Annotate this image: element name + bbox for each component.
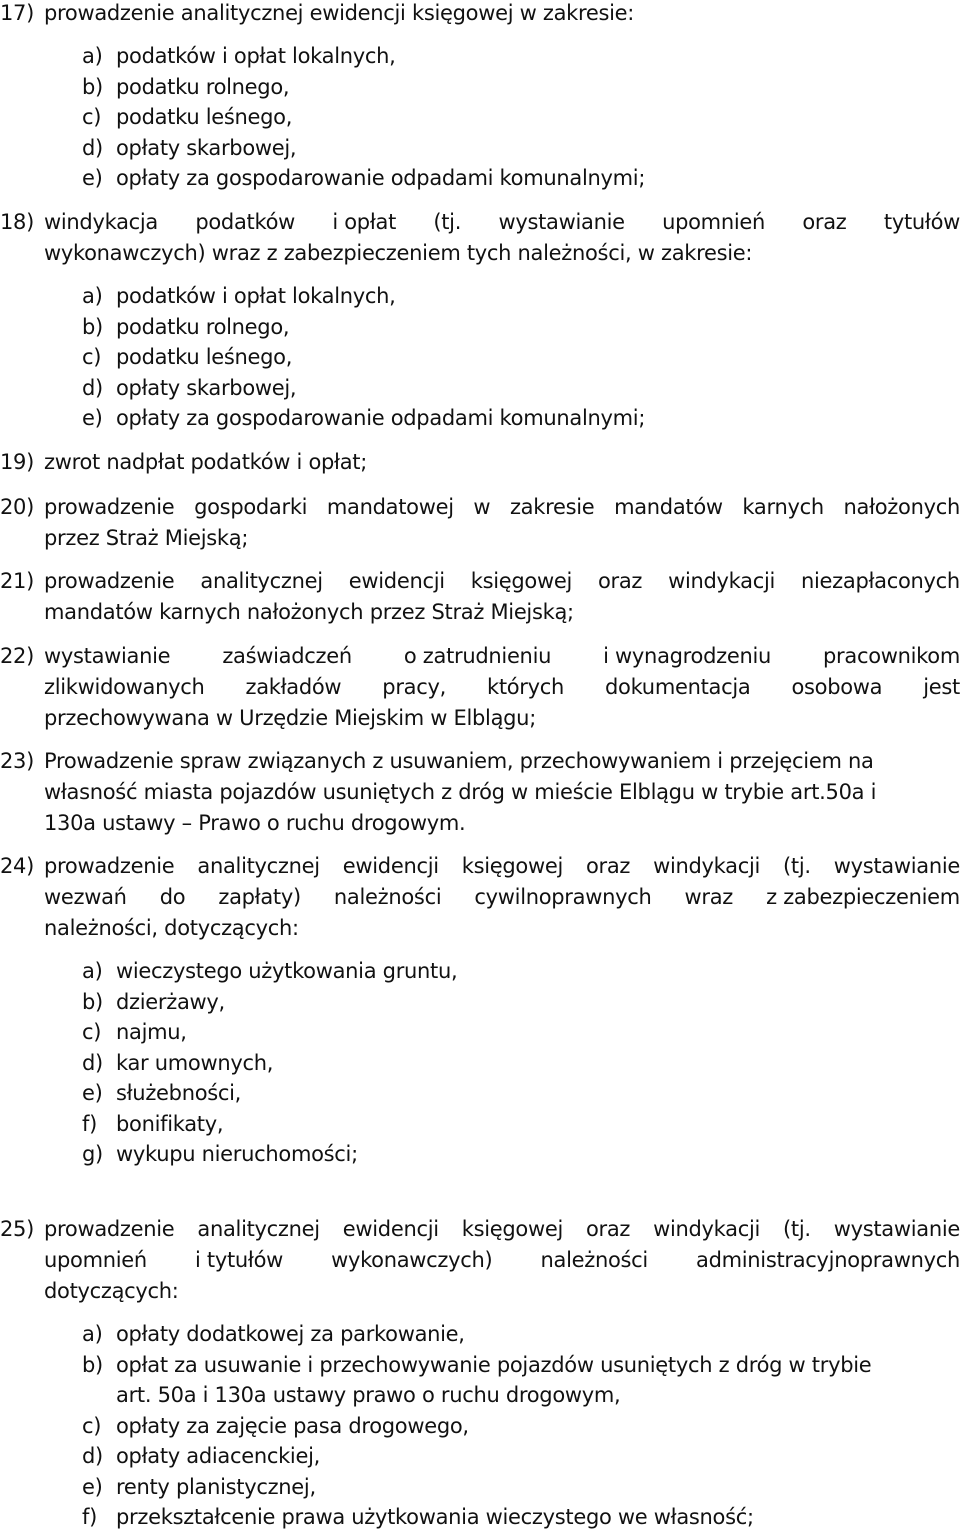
item-24-line-1-word: ewidencji [342,854,439,878]
item-22-line-2-word: jest [923,675,960,699]
item-20-line-1-word: mandatów [614,495,723,519]
item-25-line-1-word: windykacji [653,1217,761,1241]
sublist-text: opłaty skarbowej, [116,135,297,160]
item-25-line-1-word: wystawianie [833,1217,960,1241]
item-24-line-1-word: analitycznej [197,854,320,878]
sublist-text: opłaty za gospodarowanie odpadami komunalnymi; [116,166,646,190]
item-25-line-1-word: księgowej [461,1217,563,1241]
item-21-line-1 [44,566,960,596]
sublist-label: b) [82,989,103,1014]
item-22-line-1-word: o zatrudnieniu [403,644,552,668]
item-23-number: 23) [0,749,35,773]
item-18-line-1-word: windykacja [44,210,158,234]
item-22-number: 22) [0,644,35,668]
item-18-number: 18) [0,210,35,234]
item-19-number: 19) [0,450,35,474]
item-22-line-3: przechowywana w Urzędzie Miejskim w Elblągu; [44,706,536,730]
item-23-line-2: własność miasta pojazdów usuniętych z dróg w mieście Elblągu w trybie art.50a i [44,780,877,804]
item-24-line-2-word: wezwań [44,885,127,909]
item-17-text: prowadzenie analitycznej ewidencji księgowej w zakresie: [44,1,635,25]
item-20-line-1-word: zakresie [509,495,595,519]
item-24-line-1-word: prowadzenie [44,854,175,878]
item-20-number: 20) [0,495,35,519]
sublist-text: opłat za usuwanie i przechowywanie pojazdów usuniętych z dróg w trybie [116,1352,872,1377]
sublist-text: podatku leśnego, [116,345,293,369]
item-18-line-1-word: wystawianie [498,210,625,234]
item-25-line-1 [44,1214,960,1244]
sublist-text: opłaty adiacenckiej, [116,1444,321,1468]
item-22-line-2-word: których [486,675,565,699]
item-21-line-1-word: prowadzenie [44,569,175,593]
sublist-label: f) [82,1505,97,1529]
item-18-line-2: wykonawczych) wraz z zabezpieczeniem tych należności, w zakresie: [44,241,753,265]
item-25-line-1-word: (tj. [783,1217,811,1241]
sublist-label: f) [82,1111,97,1136]
item-20-line-2: przez Straż Miejską; [44,526,249,550]
sublist-text: podatku leśnego, [116,105,293,129]
item-24-line-1-word: wystawianie [833,854,960,878]
sublist-label: d) [82,135,103,160]
sublist-text: najmu, [116,1020,187,1044]
item-24-line-2-word: należności [333,885,442,909]
sublist-text: kar umownych, [116,1050,274,1075]
item-20-line-1-word: gospodarki [194,495,308,519]
item-24-line-3: należności, dotyczących: [44,916,299,940]
item-21-number: 21) [0,569,35,593]
item-24-line-1 [44,851,960,881]
sublist-label: e) [82,166,103,190]
sublist-label: g) [82,1142,103,1166]
item-21-line-2: mandatów karnych nałożonych przez Straż Miejską; [44,600,574,624]
item-25-line-2-word: upomnień [44,1248,147,1272]
item-21-line-1-word: księgowej [470,569,572,593]
item-24-line-2-word: do [159,885,186,909]
sublist-label: d) [82,1444,103,1468]
item-25-line-3: dotyczących: [44,1279,179,1303]
item-18-line-1-word: (tj. [433,210,462,234]
sublist-label: a) [82,959,103,983]
item-24-line-2-word: zapłaty) [218,885,301,909]
item-25-line-2 [44,1245,960,1275]
item-25-line-2-word: wykonawczych) [331,1248,493,1272]
item-25-line-1-word: analitycznej [197,1217,320,1241]
item-25-number: 25) [0,1217,35,1241]
item-25-line-1-word: ewidencji [342,1217,439,1241]
sublist-label: a) [82,44,103,68]
sublist-label: e) [82,1081,103,1105]
item-21-line-1-word: niezapłaconych [801,569,960,593]
sublist-text: wykupu nieruchomości; [116,1142,358,1166]
item-22-line-1-word: wystawianie [44,644,171,668]
sublist-text: podatków i opłat lokalnych, [116,284,396,308]
sublist-label: e) [82,406,103,430]
item-21-line-1-word: oraz [597,569,643,593]
item-24-number: 24) [0,854,35,878]
sublist-label: c) [82,1413,102,1438]
sublist-label: b) [82,74,103,99]
sublist-label: c) [82,105,102,129]
sublist-label: a) [82,1322,103,1346]
sublist-text: służebności, [116,1081,242,1105]
item-18-line-1 [44,207,960,237]
item-21-line-1-word: analitycznej [200,569,323,593]
sublist-text: podatku rolnego, [116,74,290,99]
sublist-label: c) [82,345,102,369]
item-24-line-2-word: z zabezpieczeniem [766,885,960,909]
item-18-line-1-word: upomnień [662,210,766,234]
item-23-line-3: 130a ustawy – Prawo o ruchu drogowym. [44,811,466,835]
sublist-text: renty planistycznej, [116,1474,316,1499]
item-20-line-1-word: nałożonych [843,495,960,519]
sublist-label: b) [82,314,103,339]
sublist-label: a) [82,284,103,308]
sublist-label: c) [82,1020,102,1044]
item-18-line-1-word: podatków [195,210,295,234]
item-24-line-2-word: cywilnoprawnych [474,885,652,909]
item-20-line-1-word: mandatowej [326,495,454,519]
sublist-label: b) [82,1352,103,1377]
item-25-line-2-word: i tytułów [194,1248,283,1272]
item-21-line-1-word: windykacji [668,569,776,593]
sublist-text: bonifikaty, [116,1111,224,1136]
item-18-line-1-word: tytułów [883,210,960,234]
sublist-label: d) [82,1050,103,1075]
item-20-line-1-word: w [473,495,491,519]
item-22-line-2-word: dokumentacja [605,675,751,699]
item-20-line-1-word: karnych [742,495,824,519]
item-24-line-1-word: windykacji [653,854,761,878]
item-25-line-2-word: należności [540,1248,648,1272]
item-20-line-1 [44,492,960,522]
item-17-number: 17) [0,1,35,25]
item-22-line-2-word: zlikwidowanych [44,675,205,699]
item-19-text: zwrot nadpłat podatków i opłat; [44,450,367,474]
sublist-text: podatku rolnego, [116,314,290,339]
item-24-line-1-word: (tj. [783,854,811,878]
sublist-text: dzierżawy, [116,989,225,1014]
item-24-line-2-word: wraz [684,885,734,909]
sublist-label: d) [82,375,103,400]
item-25-line-1-word: oraz [585,1217,631,1241]
sublist-text: podatków i opłat lokalnych, [116,44,396,68]
item-22-line-1-word: zaświadczeń [222,644,352,668]
item-24-line-1-word: księgowej [461,854,563,878]
item-24-line-1-word: oraz [585,854,631,878]
sublist-text: opłaty za gospodarowanie odpadami komunalnymi; [116,406,646,430]
sublist-text: opłaty za zajęcie pasa drogowego, [116,1413,469,1438]
item-24-line-2 [44,882,960,912]
sublist-text: wieczystego użytkowania gruntu, [116,959,458,983]
item-22-line-2 [44,672,960,702]
item-18-line-1-word: oraz [802,210,847,234]
sublist-label: e) [82,1474,103,1499]
item-23-line-1: Prowadzenie spraw związanych z usuwaniem, przechowywaniem i przejęciem na [44,749,874,773]
item-22-line-1-word: pracownikom [823,644,960,668]
item-25-line-1-word: prowadzenie [44,1217,175,1241]
sublist-text-continued: art. 50a i 130a ustawy prawo o ruchu drogowym, [116,1383,621,1407]
item-18-line-1-word: i opłat [332,210,397,234]
item-21-line-1-word: ewidencji [348,569,445,593]
item-22-line-1 [44,641,960,671]
item-22-line-2-word: zakładów [245,675,342,699]
item-22-line-1-word: i wynagrodzeniu [603,644,772,668]
item-25-line-2-word: administracyjnoprawnych [696,1248,960,1272]
sublist-text: opłaty skarbowej, [116,375,297,400]
item-22-line-2-word: pracy, [382,675,446,699]
item-20-line-1-word: prowadzenie [44,495,175,519]
sublist-text: przekształcenie prawa użytkowania wieczystego we własność; [116,1505,754,1529]
sublist-text: opłaty dodatkowej za parkowanie, [116,1322,465,1346]
item-22-line-2-word: osobowa [791,675,883,699]
